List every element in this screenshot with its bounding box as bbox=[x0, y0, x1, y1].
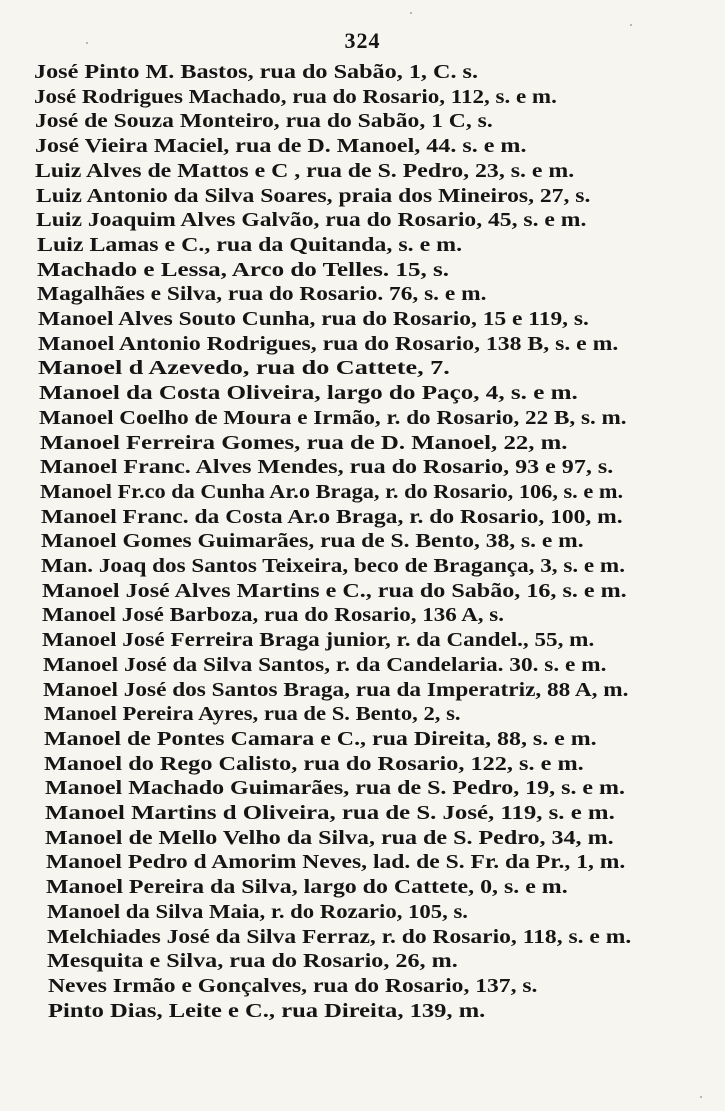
list-item: Melchiades José da Silva Ferraz, r. do Rosario, 118, s. e m. bbox=[46, 926, 632, 948]
list-item: Luiz Alves de Mattos e C , rua de S. Pedro, 23, s. e m. bbox=[35, 160, 575, 182]
paper-speck bbox=[630, 24, 632, 26]
list-item: Manoel da Costa Oliveira, largo do Paço, 4, s. e m. bbox=[38, 383, 578, 405]
list-item: Manoel José da Silva Santos, r. da Candelaria. 30. s. e m. bbox=[42, 654, 607, 676]
list-item: Manoel de Pontes Camara e C., rua Direita, 88, s. e m. bbox=[43, 728, 597, 750]
list-item: Luiz Joaquim Alves Galvão, rua do Rosario, 45, s. e m. bbox=[36, 210, 587, 232]
list-item: Manoel d Azevedo, rua do Cattete, 7. bbox=[38, 358, 451, 380]
list-item: Manoel José Ferreira Braga junior, r. da Candel., 55, m. bbox=[42, 630, 595, 652]
list-item: José Rodrigues Machado, rua do Rosario, 112, s. e m. bbox=[34, 86, 558, 108]
list-item: Pinto Dias, Leite e C., rua Direita, 139, m. bbox=[48, 1000, 486, 1022]
list-item: Manoel Franc. Alves Mendes, rua do Rosario, 93 e 97, s. bbox=[39, 457, 614, 479]
list-item: Manoel Gomes Guimarães, rua de S. Bento, 38, s. e m. bbox=[41, 531, 584, 553]
list-item: Machado e Lessa, Arco do Telles. 15, s. bbox=[36, 259, 449, 281]
list-item: Manoel Machado Guimarães, rua de S. Pedro, 19, s. e m. bbox=[44, 778, 625, 800]
paper-speck bbox=[700, 1096, 702, 1098]
list-item: Manoel Pedro d Amorim Neves, lad. de S. Fr. da Pr., 1, m. bbox=[45, 852, 626, 874]
list-item: José de Souza Monteiro, rua do Sabão, 1 C, s. bbox=[34, 111, 493, 133]
list-item: Man. Joaq dos Santos Teixeira, beco de Bragança, 3, s. e m. bbox=[41, 556, 626, 577]
list-item: Luiz Antonio da Silva Soares, praia dos Mineiros, 27, s. bbox=[35, 185, 591, 207]
list-item: Manoel Coelho de Moura e Irmão, r. do Rosario, 22 B, s. m. bbox=[39, 407, 627, 429]
list-item: Manoel Pereira da Silva, largo do Cattete, 0, s. e m. bbox=[46, 877, 568, 899]
list-item: Manoel José dos Santos Braga, rua da Imperatriz, 88 A, m. bbox=[43, 679, 629, 701]
list-item: José Vieira Maciel, rua de D. Manoel, 44. s. e m. bbox=[35, 136, 527, 158]
page-number: 324 bbox=[344, 28, 381, 53]
list-item: Manoel Martins d Oliveira, rua de S. José, 119, s. e m. bbox=[45, 803, 615, 824]
list-item: Manoel de Mello Velho da Silva, rua de S. Pedro, 34, m. bbox=[45, 827, 615, 849]
list-item: Manoel José Barboza, rua do Rosario, 136 A, s. bbox=[42, 605, 505, 627]
list-item: Manoel Ferreira Gomes, rua de D. Manoel, 22, m. bbox=[39, 432, 568, 454]
list-item: Manoel Alves Souto Cunha, rua do Rosario, 15 e 119, s. bbox=[37, 309, 589, 330]
paper-speck bbox=[86, 42, 88, 44]
paper-speck bbox=[410, 12, 412, 14]
list-item: Manoel Fr.co da Cunha Ar.o Braga, r. do Rosario, 106, s. e m. bbox=[40, 481, 624, 503]
list-item: Manoel Antonio Rodrigues, rua do Rosario, 138 B, s. e m. bbox=[38, 333, 619, 355]
list-item: Manoel José Alves Martins e C., rua do Sabão, 16, s. e m. bbox=[41, 580, 627, 602]
list-item: Manoel da Silva Maia, r. do Rozario, 105, s. bbox=[46, 901, 468, 923]
list-item: Manoel Pereira Ayres, rua de S. Bento, 2, s. bbox=[43, 704, 461, 726]
list-item: Mesquita e Silva, rua do Rosario, 26, m. bbox=[47, 951, 458, 973]
list-item: Manoel do Rego Calisto, rua do Rosario, 122, s. e m. bbox=[44, 753, 585, 775]
list-item: Magalhães e Silva, rua do Rosario. 76, s. e m. bbox=[37, 284, 487, 306]
list-item: Luiz Lamas e C., rua da Quitanda, s. e m. bbox=[36, 234, 462, 256]
list-item: Neves Irmão e Gonçalves, rua do Rosario, 137, s. bbox=[47, 975, 538, 997]
list-item: Manoel Franc. da Costa Ar.o Braga, r. do Rosario, 100, m. bbox=[40, 506, 623, 528]
list-item: José Pinto M. Bastos, rua do Sabão, 1, C. s. bbox=[34, 62, 479, 83]
